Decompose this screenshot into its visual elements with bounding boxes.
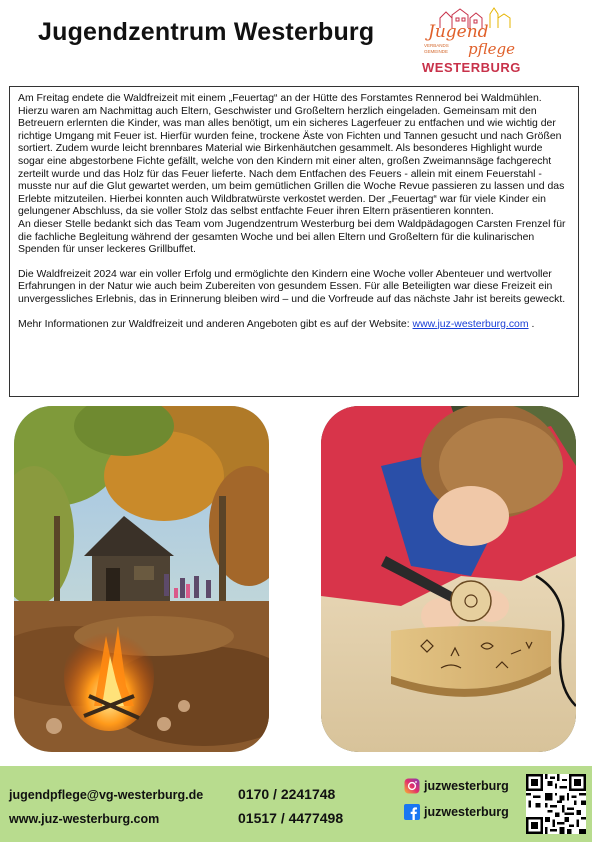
facebook-handle: juzwesterburg (424, 805, 509, 819)
instagram-handle: juzwesterburg (424, 779, 509, 793)
campfire-hut-photo (14, 406, 269, 752)
article-paragraph: An dieser Stelle bedankt sich das Team vom Jugendzentrum Westerburg bei dem Waldpädagogen Carsten Frenzel für die fachliche Begleitung während der gesamten Woche und bei allen Eltern und Großeltern für die kulinarischen Spenden für unser leckeres Grillbuffet. (18, 218, 566, 256)
website-info-line (18, 319, 570, 332)
woodburning-scene-image (321, 406, 576, 752)
contact-footer (0, 766, 592, 842)
footer-phone-1[interactable]: 0170 / 2241748 (238, 786, 336, 802)
qr-code[interactable] (526, 774, 586, 834)
website-info-text: Mehr Informationen zur Waldfreizeit und anderen Angeboten gibt es auf der Website: (18, 318, 413, 330)
page-title: Jugendzentrum Westerburg (38, 18, 375, 46)
paragraph-spacer (18, 257, 570, 269)
logo-text-jugend: Jugend (428, 22, 489, 42)
website-info-suffix: . (528, 318, 535, 330)
facebook-contact[interactable] (404, 804, 509, 820)
article-paragraph: Am Freitag endete die Waldfreizeit mit einem „Feuertag“ an der Hütte des Forstamtes Rennerod bei Waldmühlen. Hierzu waren am Nachmittag auch Eltern, Geschwister und Großeltern herzlich eingeladen. Gemeinsam mit den Betreuern erlernten die Kinder, was man alles benötigt, um ein sicheres Lagerfeuer zu entfachen und wie wichtig der richtige Umgang mit Feuer ist. Hierfür wurden feine, trockene Äste von Fichten und Tannen gesucht und nach Größen sortiert. Zudem wurde leicht brennbares Material wie Birkenhäutchen gesammelt. Als besonderes Highlight wurde sogar eine abgestorbene Fichte gefällt, welche von den Kindern mit einer alten, großen Zweimannsäge fachgerecht zerteilt wurde und das Holz für das Feuer lieferte. Nach dem Entfachen des Feuers - allein mit einem Feuerstahl - musste nur auf die Glut gewartet werden, um beim gemütlichen Grillen die Woche Revue passieren zu lassen und das Erlebte mitzuteilen. Hierbei konnten auch Wildbratwürste verkostet werden. Der „Feuertag“ war für viele Kinder ein gelungener Abschluss, da sie voller Stolz das selbst entfachte Feuer ihren Eltern präsentieren konnten. (18, 93, 565, 218)
woodburning-child-photo (321, 406, 576, 752)
logo-text-verbandsgemeinde: VERBANDS GEMEINDE (424, 43, 449, 54)
page-header (0, 0, 592, 84)
instagram-icon (404, 778, 420, 794)
logo-text-pflege: pflege (468, 40, 515, 58)
qr-code-icon (526, 774, 586, 834)
footer-website[interactable]: www.juz-westerburg.com (9, 812, 160, 826)
campfire-scene-image (14, 406, 269, 752)
facebook-icon (404, 804, 420, 820)
website-link[interactable]: www.juz-westerburg.com (412, 318, 529, 330)
logo-text-westerburg: WESTERBURG (422, 60, 521, 75)
instagram-contact[interactable] (404, 778, 509, 794)
footer-email[interactable]: jugendpflege@vg-westerburg.de (9, 788, 204, 802)
footer-phone-2[interactable]: 01517 / 4477498 (238, 810, 344, 826)
jugendpflege-logo (414, 6, 520, 78)
article-paragraph: Die Waldfreizeit 2024 war ein voller Erfolg und ermöglichte den Kindern eine Woche voller Abenteuer und wertvoller Erfahrungen in der Natur wie auch beim Zubereiten von gesundem Essen. Für alle Beteiligten war diese Freizeit ein unvergessliches Erlebnis, das in Erinnerung bleiben wird – und die Vorfreude auf das nächste Jahr ist bereits geweckt. (18, 268, 566, 305)
paragraph-spacer (18, 307, 570, 319)
article-text-box (9, 86, 579, 397)
